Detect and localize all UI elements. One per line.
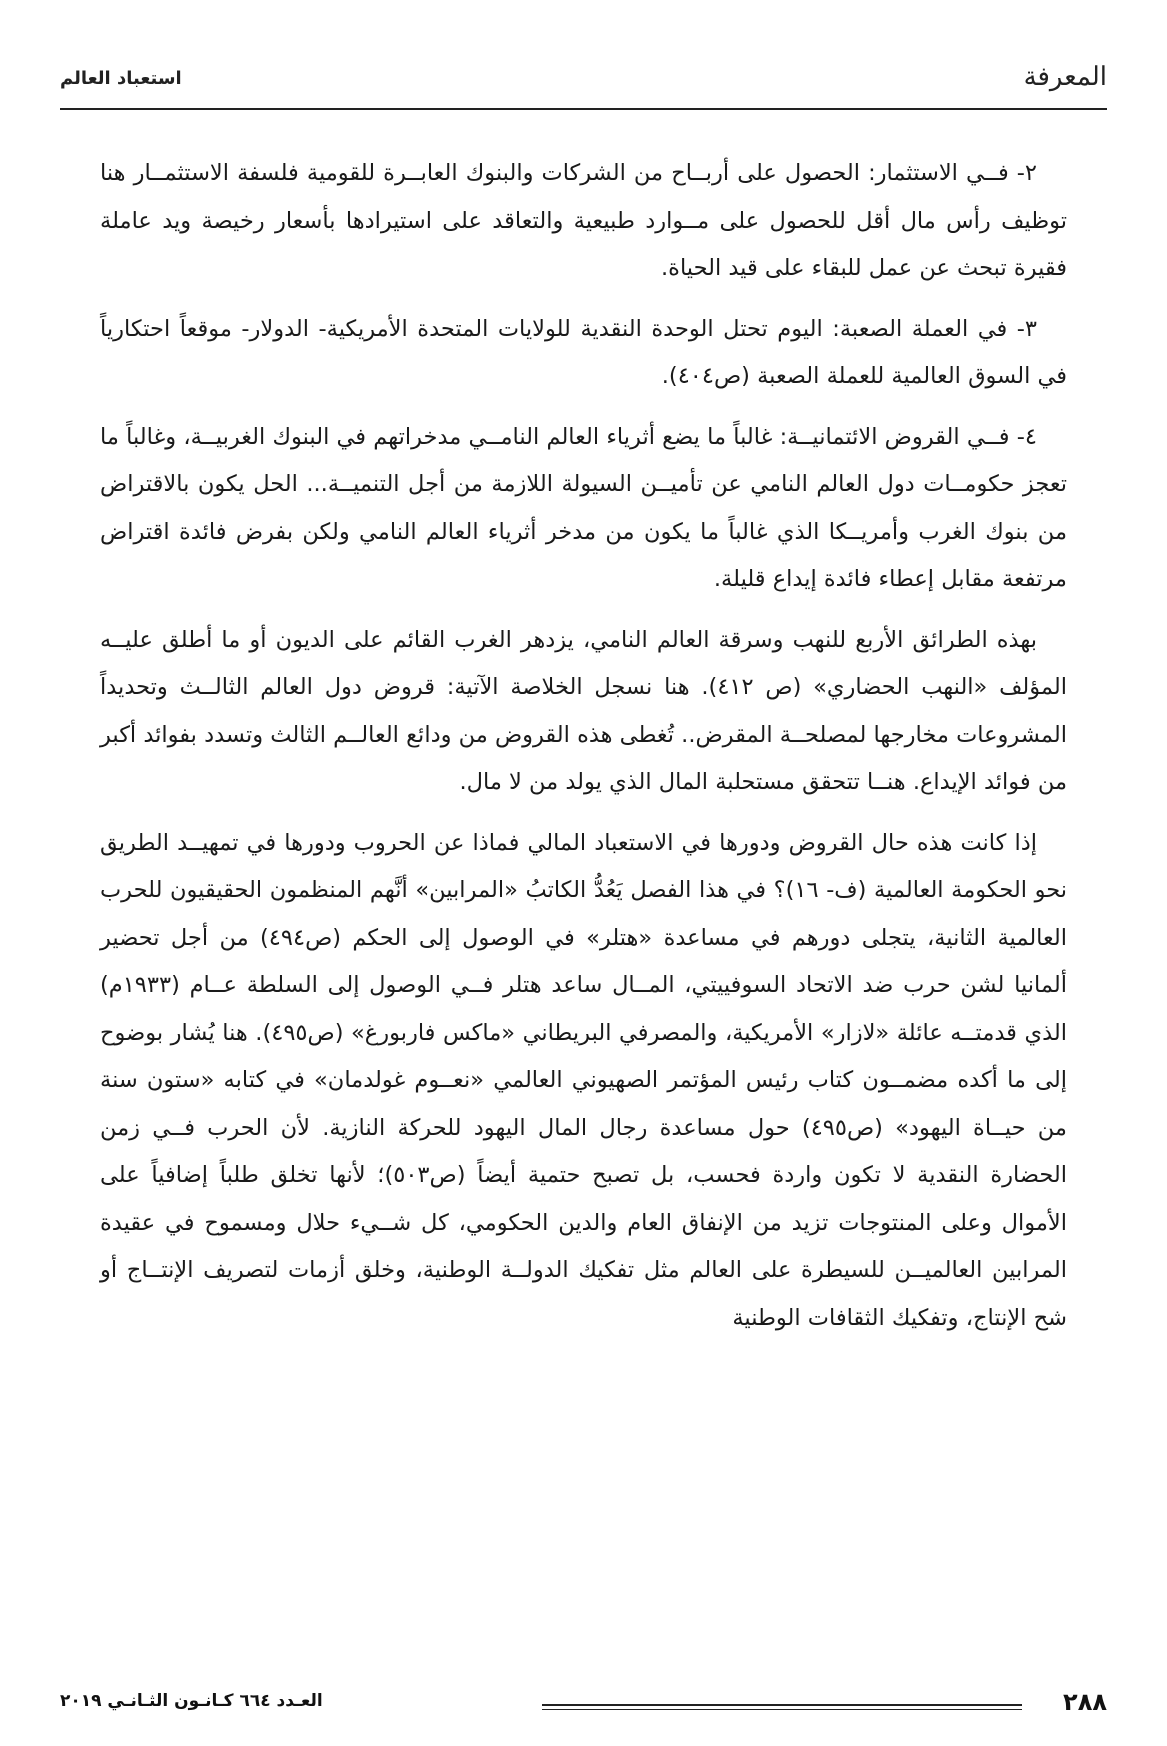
running-header xyxy=(60,62,1107,102)
paragraph-plunder-summary: بهذه الطرائق الأربع للنهب وسرقة العالم النامي، يزدهر الغرب القائم على الديون أو ما أطلق عليــه المؤلف «النهب الحضاري» (ص ٤١٢). هنا نسجل الخلاصة الآتية: قروض دول العالم الثالــث وتحديداً المشروعات مخارجها لمصلحــة المقرض.. تُغطى هذه القروض من ودائع العالــم الثالث وتسدد بفوائد أكبر من فوائد الإيداع. هنــا تتحقق مستحلبة المال الذي يولد من لا مال. xyxy=(100,626,1067,795)
paragraph-credit-loans: ٤- فــي القروض الائتمانيــة: غالباً ما يضع أثرياء العالم النامــي مدخراتهم في البنوك الغربيــة، وغالباً ما تعجز حكومــات دول العالم النامي عن تأميــن السيولة اللازمة من أجل التنميــة... الحل يكون بالاقتراض من بنوك الغرب وأمريــكا الذي غالباً ما يكون من مدخر أثرياء العالم النامي ولكن بفرض فائدة اقتراض مرتفعة مقابل إعطاء فائدة إيداع قليلة. xyxy=(100,423,1067,592)
header-divider xyxy=(60,108,1107,110)
footer-divider-thin xyxy=(542,1709,1022,1710)
paragraph-wars: إذا كانت هذه حال القروض ودورها في الاستعباد المالي فماذا عن الحروب ودورها في تمهيــد الطريق نحو الحكومة العالمية (ف- ١٦)؟ في هذا الفصل يَعُدُّ الكاتبُ «المرابين» أنَّهم المنظمون الحقيقيون للحرب العالمية الثانية، يتجلى دورهم في مساعدة «هتلر» في الوصول إلى الحكم (ص٤٩٤) من أجل تحضير ألمانيا لشن حرب ضد الاتحاد السوفييتي، المــال ساعد هتلر فــي الوصول إلى السلطة عــام (١٩٣٣م) الذي قدمتــه عائلة «لازار» الأمريكية، والمصرفي البريطاني «ماكس فاربورغ» (ص٤٩٥). هنا يُشار بوضوح إلى ما أكده مضمــون كتاب رئيس المؤتمر الصهيوني العالمي «نعــوم غولدمان» في كتابه «ستون سنة من حيــاة اليهود» (ص٤٩٥) حول مساعدة رجال المال اليهود للحركة النازية. لأن الحرب فــي زمن الحضارة النقدية لا تكون واردة فحسب، بل تصبح حتمية أيضاً (ص٥٠٣)؛ لأنها تخلق طلباً إضافياً على الأموال وعلى المنتوجات تزيد من الإنفاق العام والدين الحكومي، كل شــيء حلال ومسموح في عقيدة المرابين العالميــن للسيطرة على العالم مثل تفكيك الدولــة الوطنية، وخلق أزمات لتصريف الإنتــاج أو شح الإنتاج، وتفكيك الثقافات الوطنية xyxy=(100,829,1068,1331)
paragraph-hard-currency: ٣- في العملة الصعبة: اليوم تحتل الوحدة النقدية للولايات المتحدة الأمريكية- الدولار- موقعاً احتكارياً في السوق العالمية للعملة الصعبة (ص٤٠٤). xyxy=(100,315,1067,389)
issue-info: العـدد ٦٦٤ كـانـون الثـانـي ٢٠١٩ xyxy=(60,1691,323,1711)
article-title: استعباد العالم xyxy=(60,68,182,89)
page-number: ٢٨٨ xyxy=(1063,1688,1107,1716)
article-body xyxy=(100,150,1067,1355)
footer-divider xyxy=(542,1704,1022,1706)
page-footer xyxy=(60,1688,1107,1728)
journal-logo: المعرفة xyxy=(1023,62,1107,92)
paragraph-investment: ٢- فــي الاستثمار: الحصول على أربــاح من الشركات والبنوك العابــرة للقومية فلسفة الاستثمــار هنا توظيف رأس مال أقل للحصول على مــوارد طبيعية والتعاقد على استيرادها بأسعار رخيصة ويد عاملة فقيرة تبحث عن عمل للبقاء على قيد الحياة. xyxy=(100,160,1067,281)
